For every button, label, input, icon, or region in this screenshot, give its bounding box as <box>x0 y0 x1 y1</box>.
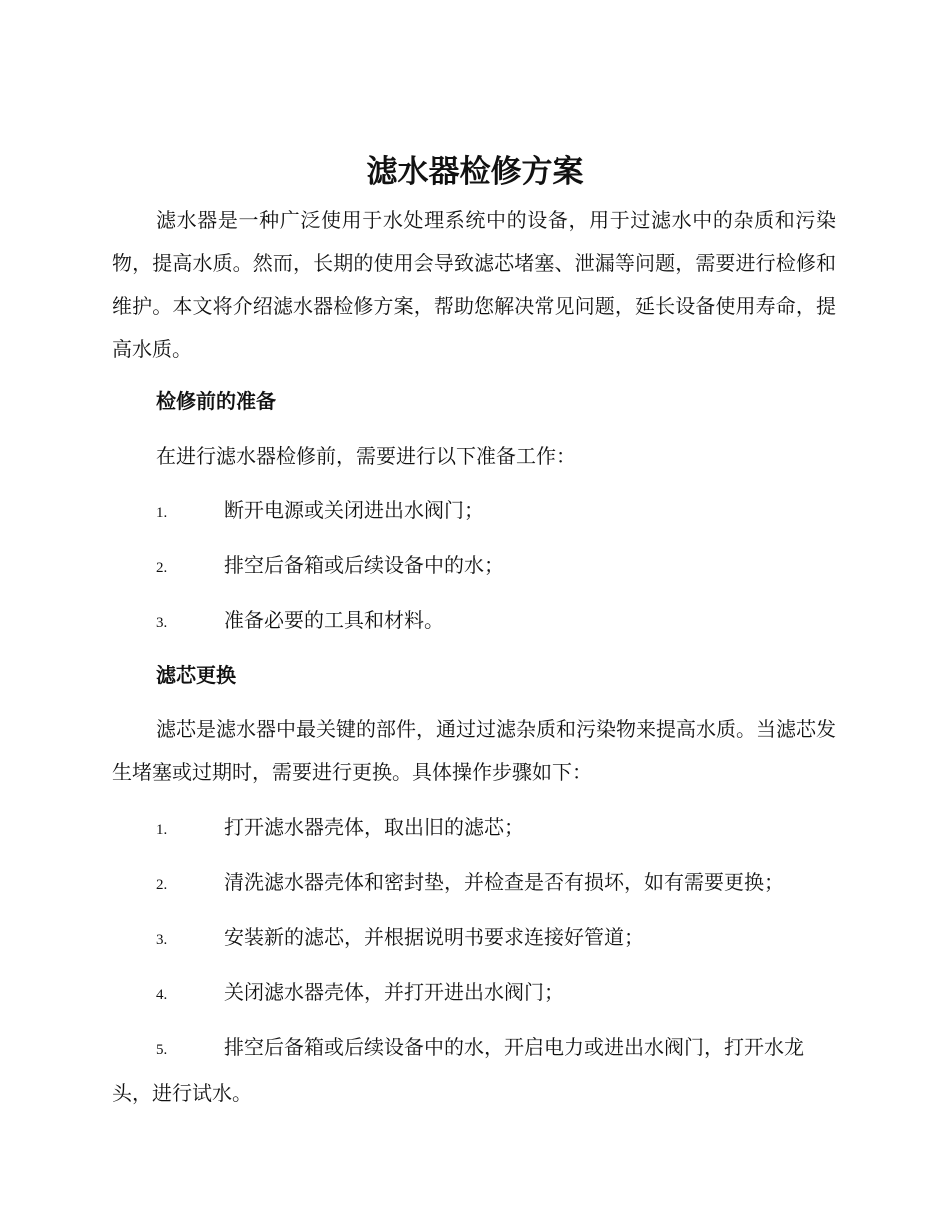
list-item-text: 准备必要的工具和材料。 <box>224 608 444 632</box>
list-item-text: 排空后备箱或后续设备中的水，开启电力或进出水阀门，打开水龙头，进行试水。 <box>112 1035 804 1105</box>
list-item <box>112 806 836 852</box>
list-item-number: 3. <box>156 932 168 948</box>
list-item <box>112 1026 836 1115</box>
list-item-number: 2. <box>156 560 168 576</box>
list-item <box>112 971 836 1017</box>
list-item-number: 2. <box>156 877 168 893</box>
list-item-text: 排空后备箱或后续设备中的水； <box>224 553 504 577</box>
list-item <box>112 599 836 645</box>
list-item-number: 3. <box>156 615 168 631</box>
intro-paragraph: 滤水器是一种广泛使用于水处理系统中的设备，用于过滤水中的杂质和污染物，提高水质。然而，长期的使用会导致滤芯堵塞、泄漏等问题，需要进行检修和维护。本文将介绍滤水器检修方案，帮助您解决常见问题，延长设备使用寿命，提高水质。 <box>112 208 836 361</box>
section-heading-filter-replacement: 滤芯更换 <box>156 663 236 687</box>
filter-replacement-lead: 滤芯是滤水器中最关键的部件，通过过滤杂质和污染物来提高水质。当滤芯发生堵塞或过期时，需要进行更换。具体操作步骤如下： <box>112 717 836 784</box>
list-item-number: 1. <box>156 505 168 521</box>
list-item-text: 安装新的滤芯，并根据说明书要求连接好管道； <box>224 925 644 949</box>
list-item-text: 清洗滤水器壳体和密封垫，并检查是否有损坏，如有需要更换； <box>224 870 784 894</box>
list-item <box>112 861 836 907</box>
section-heading-preparation: 检修前的准备 <box>156 389 276 413</box>
list-item-number: 5. <box>156 1042 168 1058</box>
preparation-lead: 在进行滤水器检修前，需要进行以下准备工作： <box>156 444 576 468</box>
list-item-text: 关闭滤水器壳体，并打开进出水阀门； <box>224 980 564 1004</box>
list-item <box>112 916 836 962</box>
list-item-text: 断开电源或关闭进出水阀门； <box>224 498 484 522</box>
list-item-number: 4. <box>156 987 168 1003</box>
list-item-text: 打开滤水器壳体，取出旧的滤芯； <box>224 815 524 839</box>
list-item <box>112 544 836 590</box>
list-item-number: 1. <box>156 822 168 838</box>
document-title: 滤水器检修方案 <box>366 154 584 190</box>
list-item <box>112 489 836 535</box>
